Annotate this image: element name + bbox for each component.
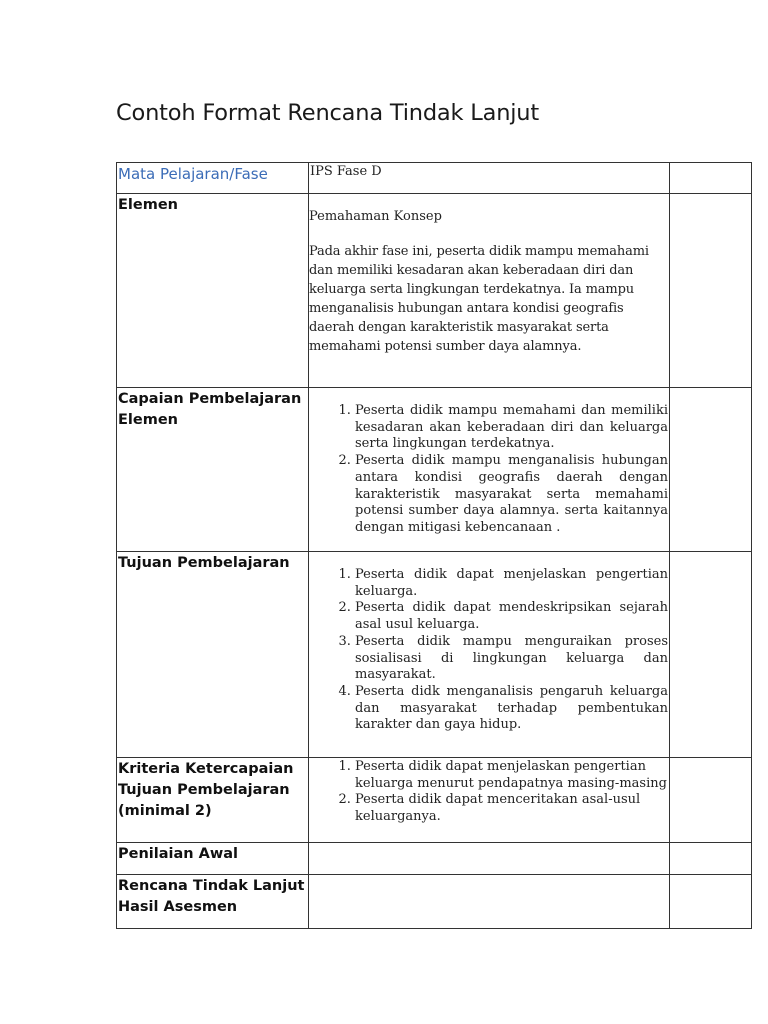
list-item: 1. Peserta didik mampu memahami dan memiliki kesadaran akan keberadaan diri dan keluarga serta lingkungan terdekatnya. xyxy=(355,403,668,453)
penilaian-awal-label: Penilaian Awal xyxy=(118,846,239,862)
rencana-label: Rencana Tindak Lanjut Hasil Asesmen xyxy=(118,878,305,915)
extra-cell xyxy=(670,552,752,758)
row-elemen xyxy=(117,194,752,388)
tujuan-value-cell xyxy=(309,552,670,758)
extra-cell xyxy=(670,163,752,194)
list-item: 2. Peserta didik dapat mendeskripsikan sejarah asal usul keluarga. xyxy=(355,600,668,633)
rencana-value-cell xyxy=(309,875,670,929)
kriteria-value-cell xyxy=(309,758,670,843)
list-item: 4. Peserta didk menganalisis pengaruh keluarga dan masyarakat terhadap pembentukan karakter dan gaya hidup. xyxy=(355,684,668,734)
elemen-label-cell xyxy=(117,194,309,388)
extra-cell xyxy=(670,388,752,552)
row-penilaian-awal xyxy=(117,843,752,875)
elemen-label: Elemen xyxy=(118,197,178,213)
extra-cell xyxy=(670,194,752,388)
extra-cell xyxy=(670,875,752,929)
rencana-tindak-lanjut-table xyxy=(116,162,752,929)
kriteria-label: Kriteria Ketercapaian Tujuan Pembelajaran (minimal 2) xyxy=(118,761,294,819)
page-title: Contoh Format Rencana Tindak Lanjut xyxy=(116,100,539,126)
row-kriteria xyxy=(117,758,752,843)
capaian-value-cell xyxy=(309,388,670,552)
elemen-description: Pada akhir fase ini, peserta didik mampu memahami dan memiliki kesadaran akan keberadaan diri dan keluarga serta lingkungan terdekatnya. Ia mampu menganalisis hubungan antara kondisi geografis daerah dengan karakteristik masyarakat serta memahami potensi sumber daya alamnya. xyxy=(309,244,649,354)
capaian-label-cell xyxy=(117,388,309,552)
mata-pelajaran-value-cell xyxy=(309,163,670,194)
row-rencana xyxy=(117,875,752,929)
penilaian-awal-value-cell xyxy=(309,843,670,875)
elemen-name: Pemahaman Konsep xyxy=(309,209,442,224)
row-mata-pelajaran xyxy=(117,163,752,194)
penilaian-awal-label-cell xyxy=(117,843,309,875)
list-item: 3. Peserta didik mampu menguraikan proses sosialisasi di lingkungan keluarga dan masyarakat. xyxy=(355,634,668,684)
tujuan-list xyxy=(309,567,669,734)
extra-cell xyxy=(670,758,752,843)
list-item: 2. Peserta didik mampu menganalisis hubungan antara kondisi geografis daerah dengan karakteristik masyarakat serta memahami potensi sumber daya alamnya. serta kaitannya dengan mitigasi kebencanaan . xyxy=(355,453,668,537)
row-tujuan xyxy=(117,552,752,758)
mata-pelajaran-value: IPS Fase D xyxy=(310,164,382,179)
row-capaian xyxy=(117,388,752,552)
list-item: 1. Peserta didik dapat menjelaskan pengertian keluarga menurut pendapatnya masing-masing xyxy=(355,759,668,792)
kriteria-label-cell xyxy=(117,758,309,843)
list-item: 2. Peserta didik dapat menceritakan asal-usul keluarganya. xyxy=(355,792,668,825)
capaian-list xyxy=(309,403,669,537)
rencana-label-cell xyxy=(117,875,309,929)
mata-pelajaran-label: Mata Pelajaran/Fase xyxy=(118,165,268,183)
extra-cell xyxy=(670,843,752,875)
elemen-value-cell xyxy=(309,194,670,388)
tujuan-label-cell xyxy=(117,552,309,758)
kriteria-list xyxy=(309,759,669,826)
list-item: 1. Peserta didik dapat menjelaskan pengertian keluarga. xyxy=(355,567,668,600)
mata-pelajaran-label-cell xyxy=(117,163,309,194)
capaian-label: Capaian Pembelajaran Elemen xyxy=(118,391,302,428)
tujuan-label: Tujuan Pembelajaran xyxy=(118,555,290,571)
